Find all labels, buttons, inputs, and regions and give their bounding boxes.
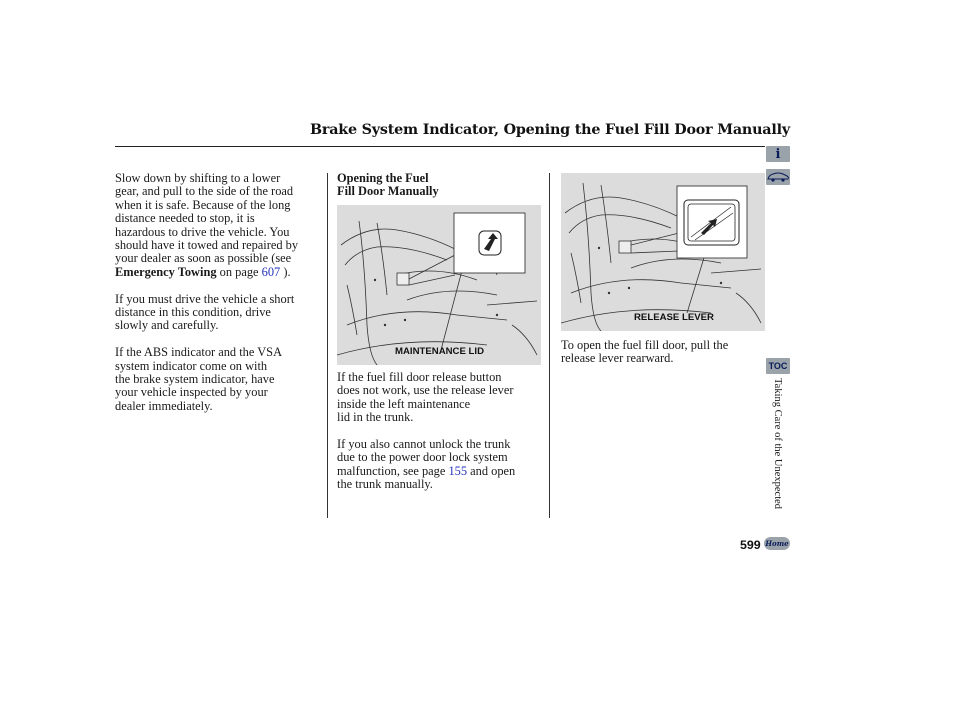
text-line: the brake system indicator, have	[115, 372, 275, 387]
text-fragment: malfunction, see page	[337, 463, 449, 478]
text-line: Slow down by shifting to a lower	[115, 171, 281, 185]
text-line: due to the power door lock system	[337, 450, 508, 465]
page-number: 599	[740, 538, 761, 552]
column-1	[115, 172, 320, 413]
info-icon[interactable]: i	[766, 146, 790, 162]
trunk-illustration	[337, 205, 541, 365]
trunk-illustration	[561, 173, 765, 331]
toc-button[interactable]: TOC	[766, 358, 790, 374]
text-line: hazardous to drive the vehicle. You	[115, 224, 290, 239]
text-line: If the fuel fill door release button	[337, 370, 502, 384]
paragraph	[561, 339, 766, 366]
text-line: distance needed to stop, it is	[115, 211, 255, 226]
text-line: gear, and pull to the side of the road	[115, 184, 294, 199]
cross-reference-title: Emergency Towing	[115, 264, 217, 279]
column-divider	[549, 173, 550, 518]
figure-label: MAINTENANCE LID	[395, 346, 485, 357]
paragraph	[115, 346, 320, 413]
home-button[interactable]: Home	[765, 539, 789, 548]
text-line: system indicator come on with	[115, 358, 268, 373]
car-icon-graphic	[766, 169, 790, 185]
title-divider	[115, 146, 765, 147]
page-title: Brake System Indicator, Opening the Fuel Fill Door Manually	[310, 122, 790, 138]
text-line: If you must drive the vehicle a short	[115, 291, 295, 306]
paragraph	[115, 293, 320, 333]
page-link-607[interactable]: 607	[261, 264, 281, 279]
text-line: distance in this condition, drive	[115, 305, 271, 320]
section-heading	[337, 172, 542, 199]
text-line: lid in the trunk.	[337, 410, 414, 425]
text-line	[337, 465, 542, 478]
text-line: your vehicle inspected by your	[115, 385, 268, 400]
page-link-155[interactable]: 155	[448, 463, 468, 478]
heading-line: Fill Door Manually	[337, 184, 439, 199]
text-line: If you also cannot unlock the trunk	[337, 437, 511, 452]
figure-label: RELEASE LEVER	[634, 312, 714, 323]
text-fragment: and open	[467, 463, 516, 478]
car-icon[interactable]	[766, 169, 790, 185]
text-line: To open the fuel fill door, pull the	[561, 338, 729, 352]
column-3	[561, 339, 766, 366]
column-divider	[327, 173, 328, 518]
text-line: release lever rearward.	[561, 351, 674, 366]
text-line	[115, 266, 320, 279]
text-line: does not work, use the release lever	[337, 383, 514, 398]
maintenance-lid-figure	[337, 205, 541, 365]
release-lever-figure	[561, 173, 765, 331]
column-2	[337, 371, 542, 492]
text-fragment: ).	[280, 264, 291, 279]
text-line: slowly and carefully.	[115, 318, 219, 333]
heading-line: Opening the Fuel	[337, 171, 429, 185]
paragraph	[115, 172, 320, 279]
section-label: Taking Care of the Unexpected	[772, 378, 783, 510]
paragraph	[337, 371, 542, 425]
text-line: your dealer as soon as possible (see	[115, 251, 292, 266]
text-line: dealer immediately.	[115, 398, 213, 413]
text-line: If the ABS indicator and the VSA	[115, 345, 283, 360]
text-fragment: on page	[216, 264, 262, 279]
text-line: when it is safe. Because of the long	[115, 197, 291, 212]
text-line: inside the left maintenance	[337, 396, 471, 411]
paragraph	[337, 438, 542, 492]
text-line: should have it towed and repaired by	[115, 238, 299, 253]
text-line: the trunk manually.	[337, 477, 433, 492]
